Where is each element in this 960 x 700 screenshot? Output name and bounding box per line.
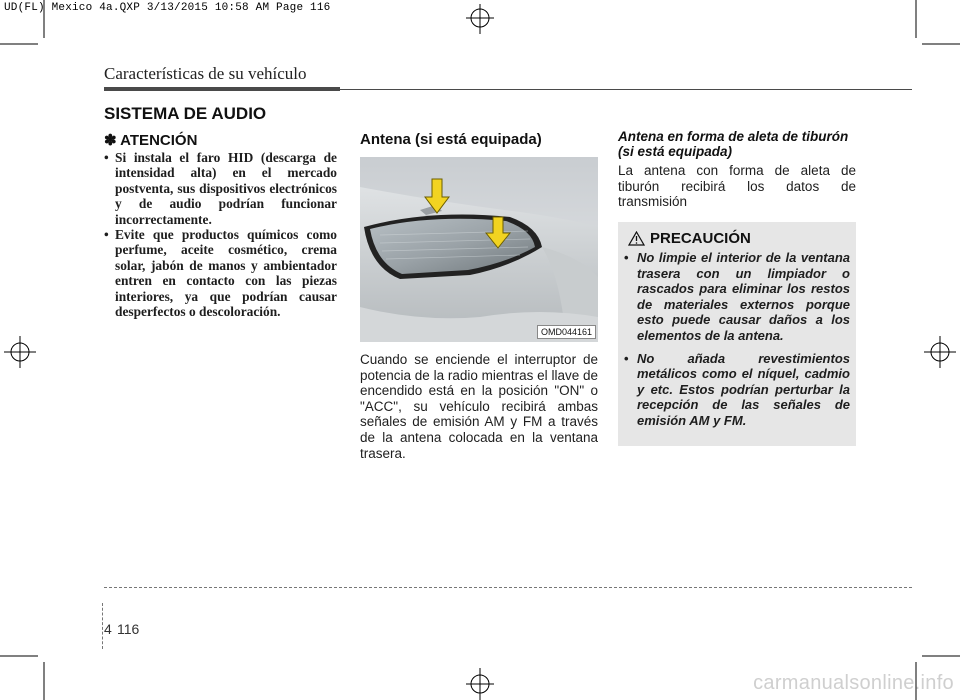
caution-box: [618, 222, 856, 446]
page-number: 116: [117, 621, 140, 637]
footer-rule: [104, 587, 912, 588]
warning-triangle-icon: [628, 231, 645, 246]
registration-mark-icon: [4, 336, 36, 368]
attention-list: [104, 150, 337, 319]
antenna-heading: Antena (si está equipada): [360, 131, 542, 148]
section-title: SISTEMA DE AUDIO: [104, 104, 267, 123]
header-rule: [340, 89, 912, 90]
shark-fin-body: La antena con forma de aleta de tiburón recibirá los datos de transmisión: [618, 163, 856, 210]
caution-title: PRECAUCIÓN: [650, 230, 751, 247]
antenna-body: Cuando se enciende el interruptor de potencia de la radio mientras el llave de encendido está en la posición "ON" o "ACC", su vehículo recibirá ambas señales de emisión AM y FM a través de la antena colocada en la ventana trasera.: [360, 352, 598, 461]
caution-item: • No limpie el interior de la ventana trasera con un limpiador o rascados para eliminar los restos de materiales externos porque esto puede causar daños a los elementos de la antena.: [624, 250, 850, 344]
image-code: OMD044161: [537, 325, 596, 339]
header-bar: [104, 87, 340, 91]
page-number-divider: [102, 603, 103, 649]
print-slug: UD(FL) Mexico 4a.QXP 3/13/2015 10:58 AM Page 116: [4, 2, 331, 14]
registration-mark-icon: [924, 336, 956, 368]
rear-window-photo: [360, 157, 598, 342]
chapter-number: 4: [104, 621, 112, 637]
watermark: carmanualsonline.info: [753, 672, 954, 694]
running-head: Características de su vehículo: [104, 64, 307, 83]
registration-mark-icon: [466, 4, 494, 34]
caution-list: [624, 250, 850, 436]
attention-heading: ✽ ATENCIÓN: [104, 132, 198, 149]
registration-mark-icon: [466, 668, 494, 700]
attention-item: • Si instala el faro HID (descarga de intensidad alta) en el mercado postventa, sus dispositivos electrónicos y de audio podrían funcionar incorrectamente.: [104, 150, 337, 227]
shark-fin-heading: Antena en forma de aleta de tiburón (si está equipada): [618, 129, 849, 159]
caution-item: • No añada revestimientos metálicos como el níquel, cadmio y etc. Estos podrían perturbar la recepción de las señales de emisión AM y FM.: [624, 351, 850, 429]
attention-item: • Evite que productos químicos como perfume, aceite cosmético, crema solar, jabón de manos y ambientador entren en contacto con las piezas interiores, ya que podrían causar desperfectos o descoloración.: [104, 227, 337, 319]
